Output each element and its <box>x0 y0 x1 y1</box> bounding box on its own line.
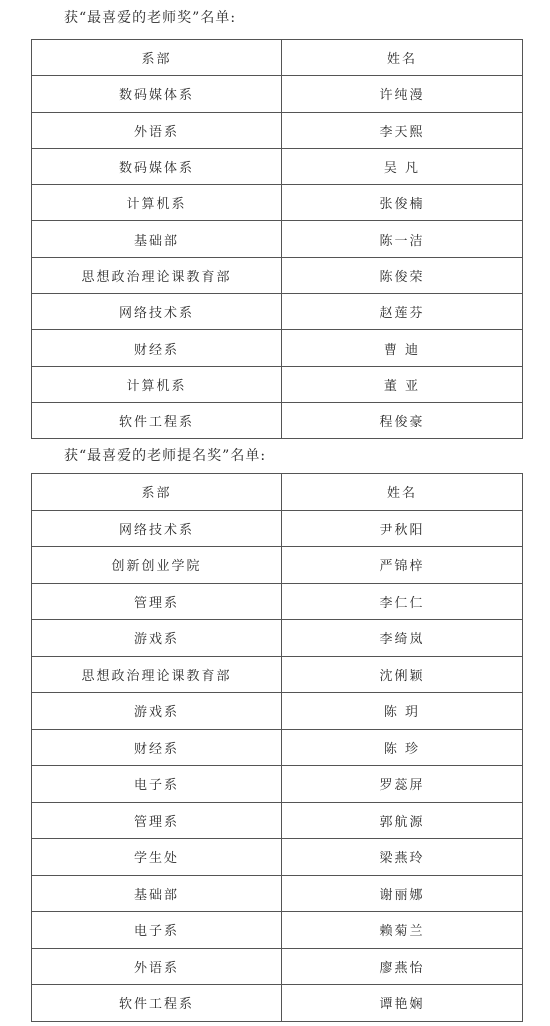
department-cell: 思想政治理论课教育部 <box>32 257 282 293</box>
department-cell: 软件工程系 <box>32 402 282 438</box>
teacher-name-cell: 陈 珍 <box>282 729 523 766</box>
teacher-name-cell: 谭艳娴 <box>282 985 523 1022</box>
department-cell: 财经系 <box>32 729 282 766</box>
table-row <box>32 912 523 949</box>
favorite-teacher-nomination-table <box>31 473 523 1022</box>
table-row <box>32 839 523 876</box>
department-cell: 网络技术系 <box>32 294 282 330</box>
department-cell: 管理系 <box>32 802 282 839</box>
table-row <box>32 294 523 330</box>
department-cell: 计算机系 <box>32 185 282 221</box>
table-header-row <box>32 474 523 511</box>
department-cell: 网络技术系 <box>32 510 282 547</box>
table-row <box>32 875 523 912</box>
table-row <box>32 257 523 293</box>
favorite-teacher-award-heading: 获“最喜爱的老师奖”名单: <box>64 10 237 26</box>
table-row <box>32 148 523 184</box>
teacher-name-cell: 廖燕怡 <box>282 948 523 985</box>
teacher-name-cell: 李天熙 <box>282 112 523 148</box>
column-header-department: 系部 <box>32 40 282 76</box>
table-row <box>32 948 523 985</box>
teacher-name-cell: 张俊楠 <box>282 185 523 221</box>
table-row <box>32 221 523 257</box>
department-cell: 外语系 <box>32 112 282 148</box>
teacher-name-cell: 程俊豪 <box>282 402 523 438</box>
table-row <box>32 583 523 620</box>
table-row <box>32 112 523 148</box>
column-header-department: 系部 <box>32 474 282 511</box>
table-row <box>32 330 523 366</box>
department-cell: 游戏系 <box>32 693 282 730</box>
teacher-name-cell: 罗蕊屏 <box>282 766 523 803</box>
table-row <box>32 729 523 766</box>
department-cell: 软件工程系 <box>32 985 282 1022</box>
teacher-name-cell: 陈一洁 <box>282 221 523 257</box>
column-header-name: 姓名 <box>282 474 523 511</box>
department-cell: 管理系 <box>32 583 282 620</box>
teacher-name-cell: 沈俐颖 <box>282 656 523 693</box>
table-row <box>32 766 523 803</box>
table-row <box>32 547 523 584</box>
teacher-name-cell: 李仁仁 <box>282 583 523 620</box>
table-row <box>32 802 523 839</box>
table-row <box>32 985 523 1022</box>
department-cell: 财经系 <box>32 330 282 366</box>
teacher-name-cell: 赖菊兰 <box>282 912 523 949</box>
department-cell: 数码媒体系 <box>32 148 282 184</box>
teacher-name-cell: 尹秋阳 <box>282 510 523 547</box>
column-header-name: 姓名 <box>282 40 523 76</box>
teacher-name-cell: 陈俊荣 <box>282 257 523 293</box>
table-row <box>32 620 523 657</box>
table-row <box>32 366 523 402</box>
department-cell: 基础部 <box>32 875 282 912</box>
department-cell: 基础部 <box>32 221 282 257</box>
table-row <box>32 76 523 112</box>
teacher-name-cell: 吴 凡 <box>282 148 523 184</box>
table-header-row <box>32 40 523 76</box>
department-cell: 外语系 <box>32 948 282 985</box>
teacher-name-cell: 许纯漫 <box>282 76 523 112</box>
teacher-name-cell: 郭航源 <box>282 802 523 839</box>
teacher-name-cell: 严锦梓 <box>282 547 523 584</box>
teacher-name-cell: 曹 迪 <box>282 330 523 366</box>
favorite-teacher-award-table <box>31 39 523 439</box>
department-cell: 学生处 <box>32 839 282 876</box>
department-cell: 电子系 <box>32 912 282 949</box>
department-cell: 创新创业学院 <box>32 547 282 584</box>
table-row <box>32 693 523 730</box>
department-cell: 游戏系 <box>32 620 282 657</box>
department-cell: 思想政治理论课教育部 <box>32 656 282 693</box>
department-cell: 电子系 <box>32 766 282 803</box>
department-cell: 数码媒体系 <box>32 76 282 112</box>
table-row <box>32 402 523 438</box>
table-row <box>32 656 523 693</box>
teacher-name-cell: 梁燕玲 <box>282 839 523 876</box>
teacher-name-cell: 赵莲芬 <box>282 294 523 330</box>
teacher-name-cell: 谢丽娜 <box>282 875 523 912</box>
teacher-name-cell: 李绮岚 <box>282 620 523 657</box>
department-cell: 计算机系 <box>32 366 282 402</box>
teacher-name-cell: 陈 玥 <box>282 693 523 730</box>
table-row <box>32 185 523 221</box>
favorite-teacher-nomination-heading: 获“最喜爱的老师提名奖”名单: <box>64 448 267 464</box>
teacher-name-cell: 董 亚 <box>282 366 523 402</box>
table-row <box>32 510 523 547</box>
